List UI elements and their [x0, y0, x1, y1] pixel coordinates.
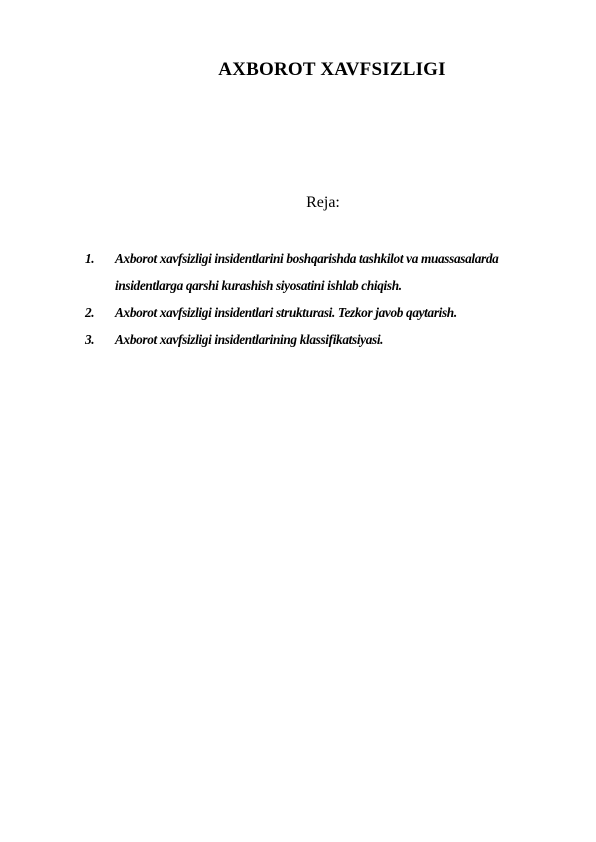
plan-item-text: Axborot xavfsizligi insidentlarini boshqarishda tashkilot va muassasalarda insidentlarga qarshi kurashish siyosatini ishlab chiqish. [115, 251, 499, 293]
plan-item-text: Axborot xavfsizligi insidentlarining klassifikatsiyasi. [115, 332, 384, 347]
plan-item-number: 2. [85, 305, 95, 320]
plan-item-1 [85, 245, 560, 299]
plan-item-number: 3. [85, 332, 95, 347]
document-title: AXBOROT XAVFSIZLIGI [218, 59, 446, 80]
plan-heading: Reja: [306, 194, 340, 211]
plan-item-2 [85, 299, 560, 326]
plan-list [85, 245, 560, 353]
plan-item-number: 1. [85, 251, 95, 266]
plan-item-3 [85, 326, 560, 353]
plan-item-text: Axborot xavfsizligi insidentlari strukturasi. Tezkor javob qaytarish. [115, 305, 457, 320]
